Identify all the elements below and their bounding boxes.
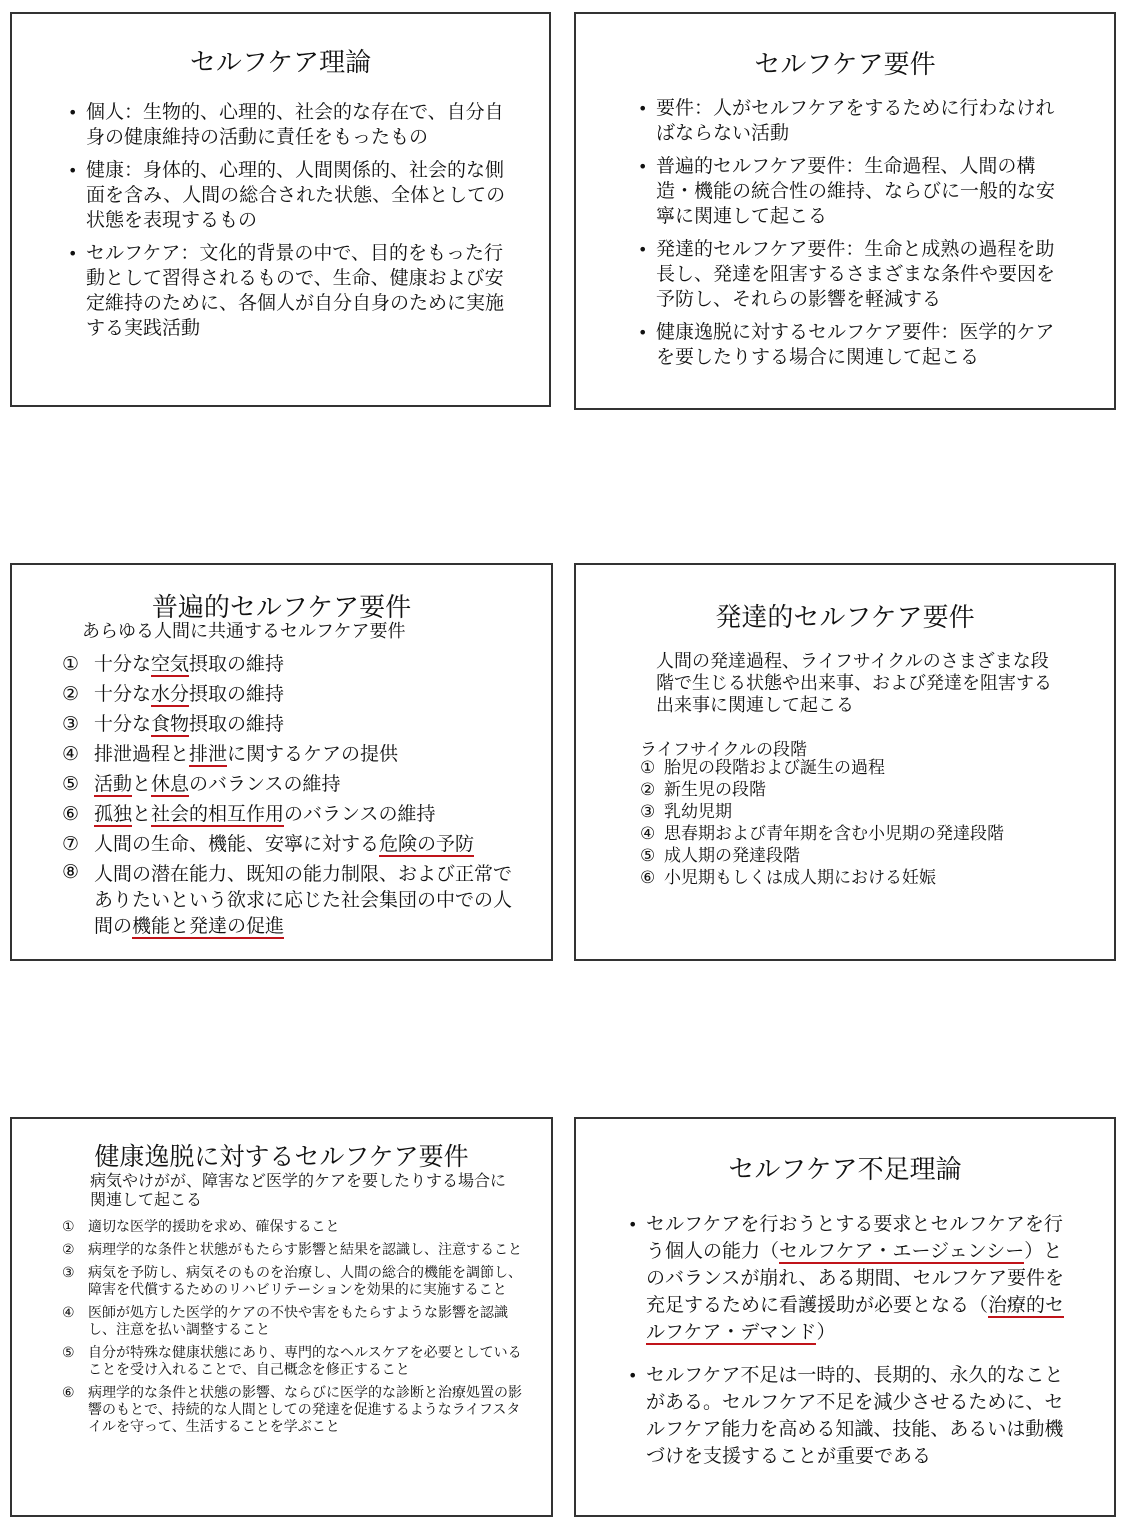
- highlight-underline: 活動: [94, 773, 133, 795]
- bullet-item: • 普遍的セルフケア要件：生命過程、人間の構造・機能の統合性の維持、ならびに一般的な安寧に関連して起こる: [638, 155, 1056, 227]
- bullet-dot-icon: •: [628, 1215, 638, 1234]
- highlight-underline: 機能と発達の促進: [132, 915, 285, 937]
- list-item: ③ 病気を予防し、病気そのものを治療し、人間の総合的機能を調節し、障害を代償するためのリハビリテーションを効果的に実施すること: [62, 1265, 522, 1298]
- list-item: ⑤ 成人期の発達段階: [640, 846, 800, 866]
- bullet-item: • セルフケアを行おうとする要求とセルフケアを行う個人の能力（セルフケア・エージェンシー）とのバランスが崩れ、ある期間、セルフケア要件を充足するために看護援助が必要となる（治療的セルフケア・デマンド）: [628, 1213, 1065, 1343]
- slide-title: セルフケア理論: [189, 48, 372, 78]
- list-item: ① 適切な医学的援助を求め、確保すること: [62, 1219, 340, 1235]
- highlight-underline: 水分: [151, 683, 190, 705]
- list-item: ② 新生児の段階: [640, 780, 766, 800]
- slide-subtitle: あらゆる人間に共通するセルフケア要件: [82, 621, 406, 642]
- bullet-dot-icon: •: [68, 244, 78, 263]
- slide-intro: 人間の発達過程、ライフサイクルのさまざまな段階で生じる状態や出来事、および発達を阻害する出来事に関連して起こる: [656, 651, 1052, 716]
- highlight-underline: 治療的セ: [988, 1294, 1065, 1316]
- highlight-underline: 社会的相互作用: [151, 803, 285, 825]
- slide-selfcare-deficit-theory: [574, 1117, 1116, 1517]
- slide-title: 普遍的セルフケア要件: [151, 593, 412, 623]
- slide-selfcare-theory: [10, 12, 551, 407]
- bullet-item: • 個人：生物的、心理的、社会的な存在で、自分自身の健康維持の活動に責任をもったもの: [68, 101, 504, 148]
- slide-title: 健康逸脱に対するセルフケア要件: [94, 1142, 469, 1171]
- bullet-list: [638, 96, 1068, 378]
- bullet-dot-icon: •: [638, 157, 648, 176]
- highlight-underline: セルフケア・エージェンシー: [779, 1240, 1025, 1262]
- slide-title: セルフケア要件: [754, 50, 936, 80]
- list-item: ① 胎児の段階および誕生の過程: [640, 758, 885, 778]
- slide-developmental-requirements: [574, 563, 1116, 961]
- bullet-item: • 要件：人がセルフケアをするために行わなければならない活動: [638, 97, 1055, 144]
- list-item: ② 病理学的な条件と状態がもたらす影響と結果を認識し、注意すること: [62, 1242, 522, 1258]
- bullet-dot-icon: •: [68, 103, 78, 122]
- list-item: ⑦ 人間の生命、機能、安寧に対する危険の予防: [62, 833, 475, 855]
- slide-universal-requirements: [10, 563, 553, 961]
- list-item: ② 十分な水分摂取の維持: [62, 683, 285, 705]
- bullet-dot-icon: •: [68, 161, 78, 180]
- bullet-list: [628, 1211, 1068, 1478]
- list-item: ⑤ 自分が特殊な健康状態にあり、専門的なヘルスケアを必要としていることを受け入れることで、自己概念を修正すること: [62, 1345, 522, 1378]
- slide-subtitle: 病気やけがが、障害など医学的ケアを要したりする場合に関連して起こる: [90, 1171, 507, 1209]
- bullet-dot-icon: •: [628, 1366, 638, 1385]
- bullet-item: • セルフケア不足は一時的、長期的、永久的なことがある。セルフケア不足を減少させるために、セルフケア能力を高める知識、技能、あるいは動機づけを支援することが重要である: [628, 1364, 1064, 1467]
- slide-selfcare-requirements: [574, 12, 1116, 410]
- highlight-underline: 空気: [151, 653, 190, 675]
- highlight-underline: 休息: [151, 773, 190, 795]
- bullet-item: • セルフケア：文化的背景の中で、目的をもった行動として習得されるもので、生命、健康および安定維持のために、各個人が自分自身のために実施する実践活動: [68, 242, 505, 339]
- bullet-item: • 健康：身体的、心理的、人間関係的、社会的な側面を含み、人間の総合された状態、全体としての状態を表現するもの: [68, 159, 506, 231]
- list-item: ⑥ 小児期もしくは成人期における妊娠: [640, 868, 936, 888]
- highlight-underline: 食物: [151, 713, 190, 735]
- list-item: ⑥ 孤独と社会的相互作用のバランスの維持: [62, 803, 436, 825]
- numbered-list: [62, 649, 522, 939]
- list-item: ⑧ 人間の潜在能力、既知の能力制限、および正常でありたいという欲求に応じた社会集団の中での人間の機能と発達の促進: [62, 861, 513, 937]
- bullet-item: • 発達的セルフケア要件：生命と成熟の過程を助長し、発達を阻害するさまざまな条件や要因を予防し、それらの影響を軽減する: [638, 238, 1056, 310]
- list-item: ④ 医師が処方した医学的ケアの不快や害をもたらすような影響を認識し、注意を払い調整すること: [62, 1305, 508, 1338]
- list-item: ④ 思春期および青年期を含む小児期の発達段階: [640, 824, 1004, 844]
- slide-title: セルフケア不足理論: [728, 1155, 962, 1185]
- bullet-list: [68, 100, 508, 349]
- bullet-dot-icon: •: [638, 240, 648, 259]
- list-item: ⑥ 病理学的な条件と状態の影響、ならびに医学的な診断と治療処置の影響のもとで、持続的な人間としての発達を促進するようなライフスタイルを守って、生活することを学ぶこと: [62, 1385, 522, 1435]
- bullet-dot-icon: •: [638, 323, 648, 342]
- list-item: ① 十分な空気摂取の維持: [62, 653, 285, 675]
- numbered-list: [640, 757, 1090, 889]
- highlight-underline: ルフケア・デマンド: [646, 1321, 817, 1343]
- highlight-underline: 孤独: [94, 803, 133, 825]
- highlight-underline: 排泄: [189, 743, 228, 765]
- bullet-item: • 健康逸脱に対するセルフケア要件：医学的ケアを要したりする場合に関連して起こる: [638, 321, 1055, 368]
- slide-health-deviation-requirements: [10, 1117, 553, 1517]
- list-item: ③ 十分な食物摂取の維持: [62, 713, 285, 735]
- list-item: ⑤ 活動と休息のバランスの維持: [62, 773, 341, 795]
- list-item: ③ 乳幼児期: [640, 802, 732, 822]
- slide-title: 発達的セルフケア要件: [715, 603, 975, 633]
- numbered-list: [62, 1219, 522, 1442]
- highlight-underline: 危険の予防: [379, 833, 475, 855]
- list-item: ④ 排泄過程と排泄に関するケアの提供: [62, 743, 399, 765]
- bullet-dot-icon: •: [638, 99, 648, 118]
- lifecycle-label: ライフサイクルの段階: [640, 740, 807, 760]
